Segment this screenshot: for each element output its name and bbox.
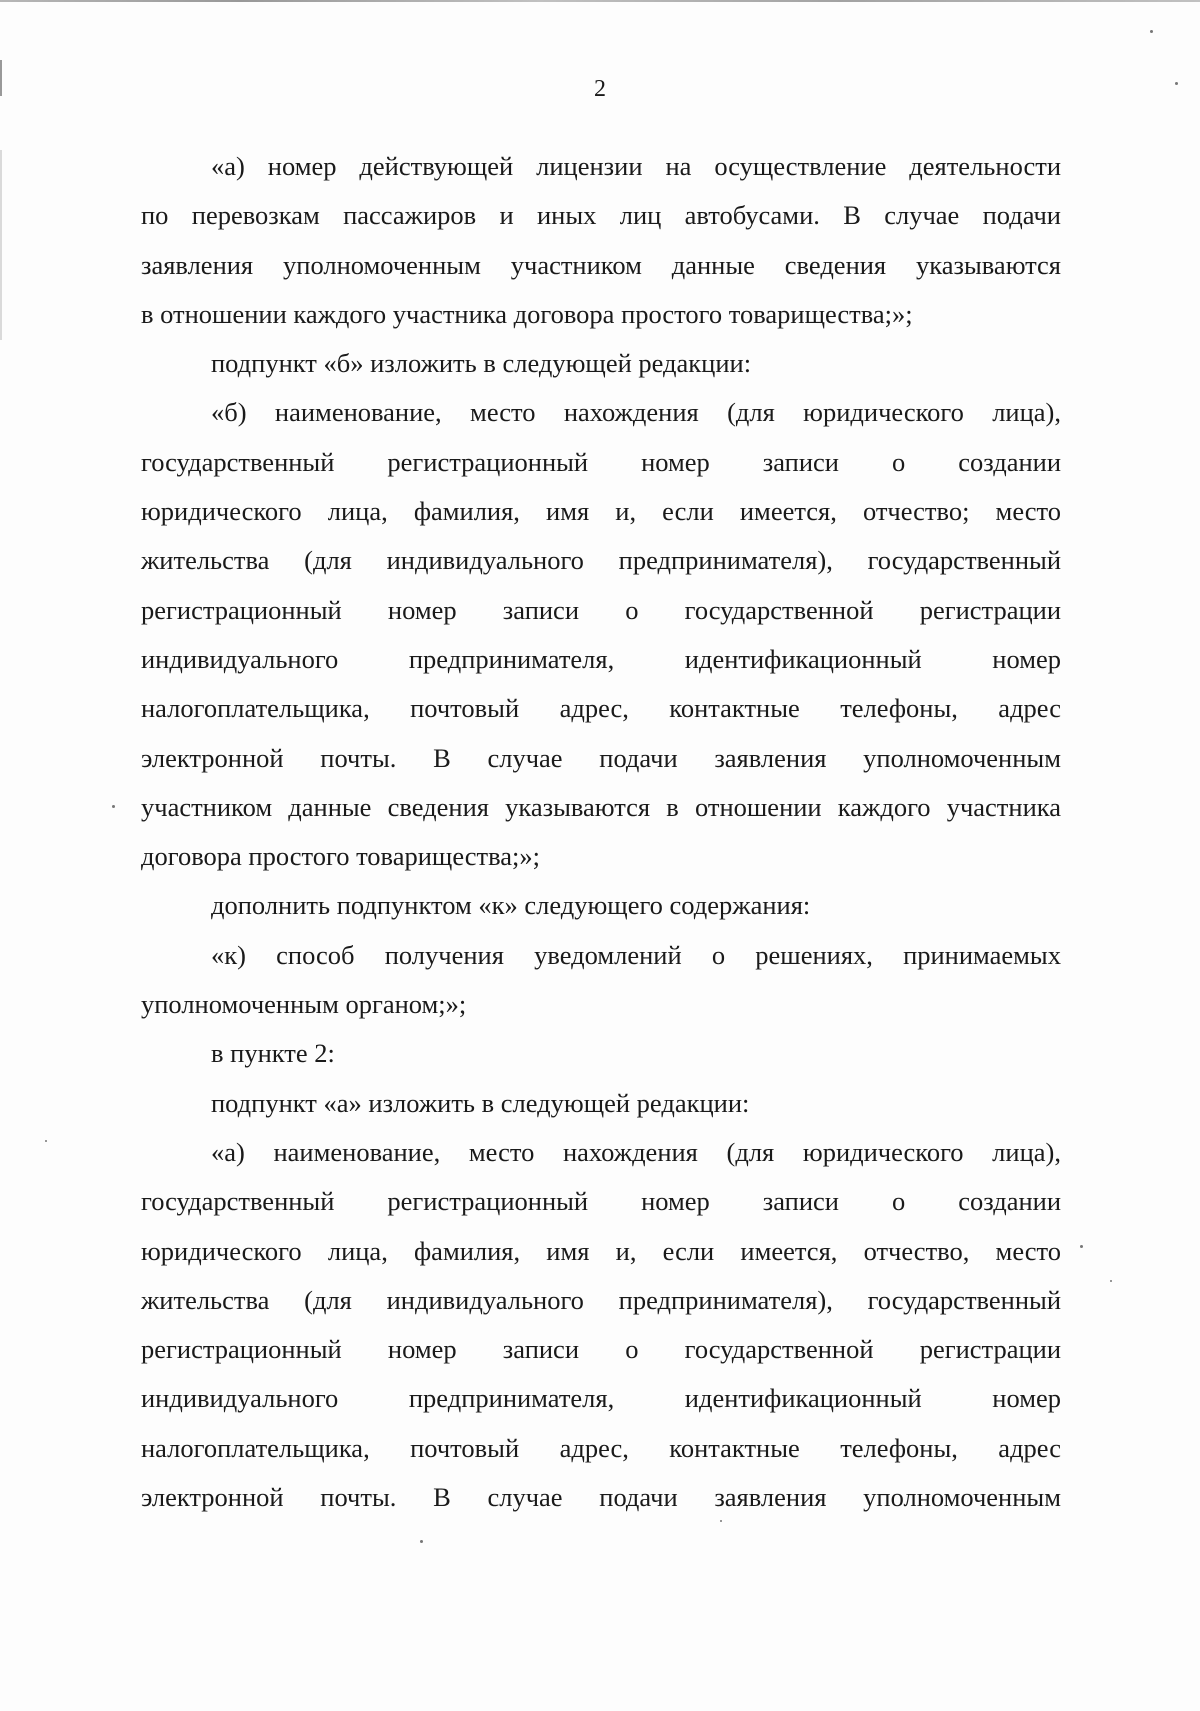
text-line: в отношении каждого участника договора простого товарищества;»; [141, 298, 913, 329]
text-line: уполномоченным органом;»; [141, 989, 467, 1020]
text-line: по перевозкам пассажиров и иных лиц автобусами. В случае подачи [141, 200, 1061, 231]
scan-speck [45, 1140, 47, 1142]
scan-top-edge [0, 0, 1200, 2]
scan-speck [720, 1520, 722, 1522]
text-line: жительства (для индивидуального предпринимателя), государственный [141, 545, 1061, 576]
document-body [141, 142, 1061, 1522]
text-line: договора простого товарищества;»; [141, 841, 540, 872]
text-line: участником данные сведения указываются в отношении каждого участника [141, 791, 1061, 822]
text-line: государственный регистрационный номер записи о создании [141, 1186, 1061, 1217]
scan-margin-mark [0, 150, 2, 340]
scan-speck [420, 1540, 423, 1543]
scan-speck [112, 805, 115, 808]
text-line: регистрационный номер записи о государственной регистрации [141, 594, 1061, 625]
scan-speck [1080, 1245, 1083, 1248]
text-line: в пункте 2: [211, 1038, 335, 1069]
page-number: 2 [594, 76, 606, 102]
text-line: дополнить подпунктом «к» следующего содержания: [211, 890, 811, 921]
text-line: налогоплательщика, почтовый адрес, контактные телефоны, адрес [141, 693, 1061, 724]
text-line: подпункт «а» изложить в следующей редакции: [211, 1087, 750, 1118]
text-line: заявления уполномоченным участником данные сведения указываются [141, 249, 1061, 280]
text-line: индивидуального предпринимателя, идентификационный номер [141, 643, 1061, 674]
text-line: электронной почты. В случае подачи заявления уполномоченным [141, 1482, 1061, 1513]
text-line: жительства (для индивидуального предпринимателя), государственный [141, 1284, 1061, 1315]
text-line: юридического лица, фамилия, имя и, если имеется, отчество, место [141, 1235, 1061, 1266]
text-line: регистрационный номер записи о государственной регистрации [141, 1334, 1061, 1365]
text-line: «а) наименование, место нахождения (для юридического лица), [211, 1136, 1061, 1167]
scan-speck [1150, 30, 1153, 33]
text-line: индивидуального предпринимателя, идентификационный номер [141, 1383, 1061, 1414]
text-line: «б) наименование, место нахождения (для юридического лица), [211, 397, 1061, 428]
text-line: юридического лица, фамилия, имя и, если имеется, отчество; место [141, 496, 1061, 527]
scan-speck [1110, 1280, 1112, 1282]
text-line: «а) номер действующей лицензии на осуществление деятельности [211, 151, 1061, 181]
scan-speck [1175, 82, 1178, 85]
text-line: государственный регистрационный номер записи о создании [141, 446, 1061, 477]
text-line: налогоплательщика, почтовый адрес, контактные телефоны, адрес [141, 1432, 1061, 1463]
text-line: «к) способ получения уведомлений о решениях, принимаемых [211, 939, 1061, 970]
text-line: электронной почты. В случае подачи заявления уполномоченным [141, 742, 1061, 773]
text-line: подпункт «б» изложить в следующей редакции: [211, 348, 752, 379]
